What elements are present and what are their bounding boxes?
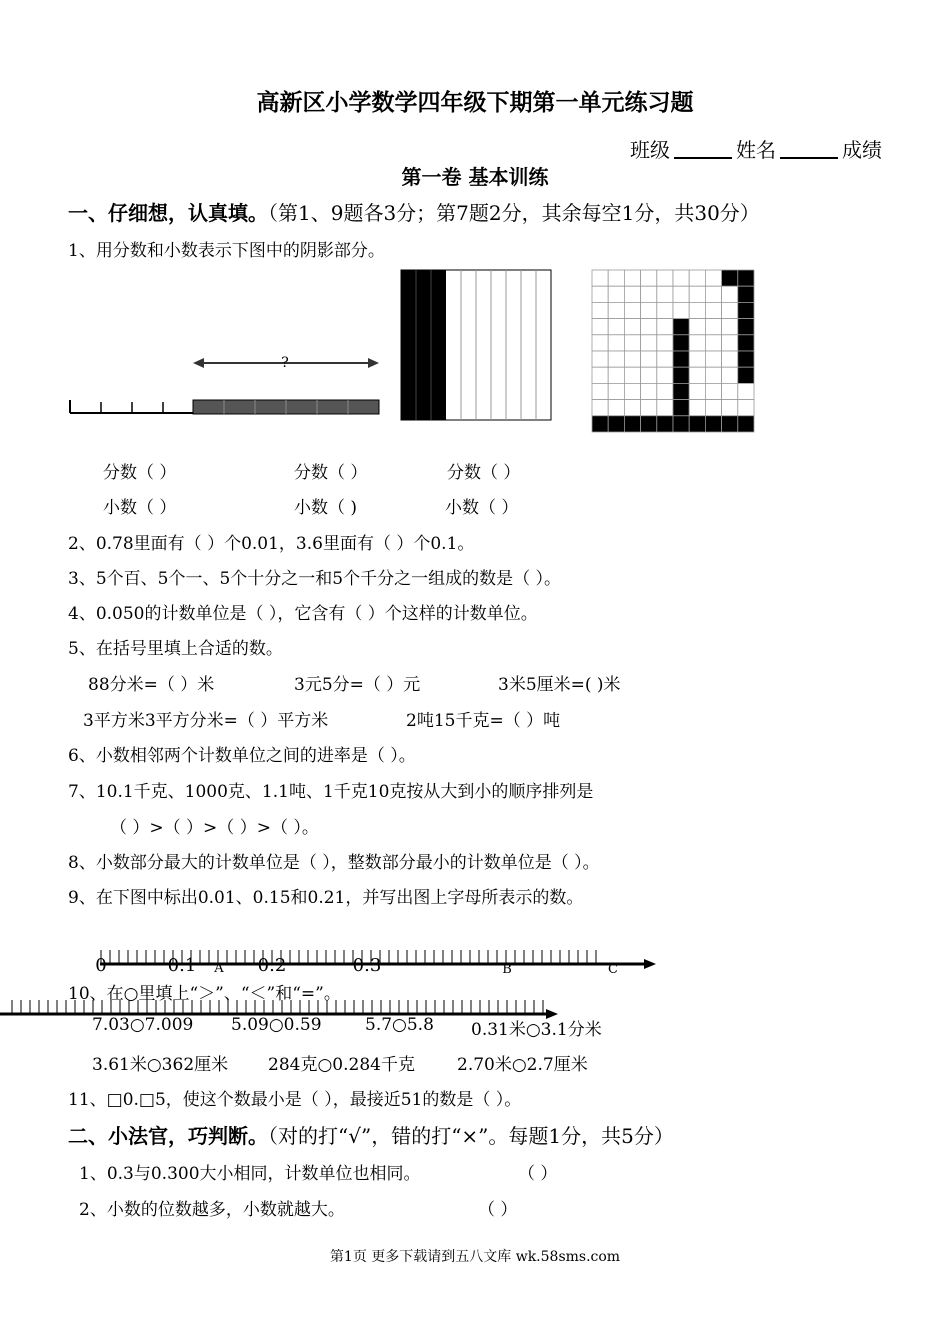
numline-label-0-1: 0.1 [167, 955, 197, 976]
score-label: 成绩 [842, 138, 882, 162]
decimal-label-1: 小数（ ） [103, 498, 177, 518]
numline-label-b: B [502, 962, 512, 977]
question-3: 3、5个百、5个一、5个十分之一和5个千分之一组成的数是（ ）。 [68, 569, 561, 589]
question-1: 1、用分数和小数表示下图中的阴影部分。 [68, 241, 385, 261]
judge-1: 1、0.3与0.300大小相同，计数单位也相同。 [79, 1164, 421, 1184]
numline-label-0-2: 0.2 [257, 955, 287, 976]
q10-item-5: 3.61米○362厘米 [92, 1055, 229, 1075]
numline-label-0: 0 [95, 955, 107, 976]
page-footer: 第1页 更多下载请到五八文库 wk.58sms.com [329, 1249, 621, 1265]
section1-heading: 一、仔细想，认真填。 [68, 201, 268, 225]
section1-note: （第1、9题各3分；第7题2分，其余每空1分，共30分） [268, 201, 760, 225]
question-7: 7、10.1千克、1000克、1.1吨、1千克10克按从大到小的顺序排列是 [68, 782, 594, 802]
question-9: 9、在下图中标出0.01、0.15和0.21，并写出图上字母所表示的数。 [68, 888, 584, 908]
q10-item-6: 284克○0.284千克 [268, 1055, 415, 1075]
fraction-label-1: 分数（ ） [103, 463, 177, 483]
page-title: 高新区小学数学四年级下期第一单元练习题 [256, 89, 694, 116]
volume-heading: 第一卷 基本训练 [401, 165, 549, 189]
q10-item-3: 5.7○5.8 [365, 1015, 434, 1035]
question-4: 4、0.050的计数单位是（ ），它含有（ ）个这样的计数单位。 [68, 604, 538, 624]
judge-2: 2、小数的位数越多，小数就越大。 [79, 1200, 345, 1220]
ruler-question-label: ? [281, 355, 289, 371]
q10-item-4: 0.31米○3.1分米 [471, 1020, 602, 1040]
q5-item-2: 3元5分=（ ）元 [294, 675, 421, 695]
q5-item-1: 88分米=（ ）米 [88, 675, 215, 695]
q10-item-7: 2.70米○2.7厘米 [457, 1055, 588, 1075]
section2-header [68, 1120, 674, 1149]
q10-item-1: 7.03○7.009 [92, 1015, 194, 1035]
judge-1-answer[interactable]: （ ） [518, 1164, 558, 1184]
question-7-order: （ ）>（ ）>（ ）>（ ）。 [110, 818, 319, 838]
question-2: 2、0.78里面有（ ）个0.01，3.6里面有（ ）个0.1。 [68, 534, 475, 554]
question-8: 8、小数部分最大的计数单位是（ ），整数部分最小的计数单位是（ ）。 [68, 853, 600, 873]
section2-heading: 二、小法官，巧判断。 [68, 1124, 268, 1148]
judge-2-answer[interactable]: （ ） [478, 1200, 518, 1220]
question-11: 11、□0.□5，使这个数最小是（ ），最接近51的数是（ ）。 [68, 1090, 522, 1110]
numline-label-a: A [214, 961, 224, 976]
q5-item-3: 3米5厘米=( )米 [498, 675, 621, 695]
numline-arrow [644, 959, 656, 969]
decimal-label-3: 小数（ ） [445, 498, 519, 518]
question-6: 6、小数相邻两个计数单位之间的进率是（ ）。 [68, 746, 416, 766]
name-label: 姓名 [736, 138, 776, 162]
question-5: 5、在括号里填上合适的数。 [68, 639, 283, 659]
q5-item-5: 2吨15千克=（ ）吨 [406, 711, 561, 731]
numline-label-0-3: 0.3 [352, 955, 382, 976]
fraction-label-3: 分数（ ） [447, 463, 521, 483]
fraction-label-2: 分数（ ） [294, 463, 368, 483]
q10-item-2: 5.09○0.59 [231, 1015, 322, 1035]
section2-note: （对的打“√”，错的打“×”。每题1分，共5分） [268, 1124, 674, 1148]
q5-item-4: 3平方米3平方分米=（ ）平方米 [83, 711, 329, 731]
class-label: 班级 [630, 138, 670, 162]
decimal-label-2: 小数（ ) [294, 498, 358, 518]
question-10: 10、在○里填上“＞”、“＜”和“=”。 [68, 984, 341, 1004]
numline-label-c: C [608, 962, 618, 977]
